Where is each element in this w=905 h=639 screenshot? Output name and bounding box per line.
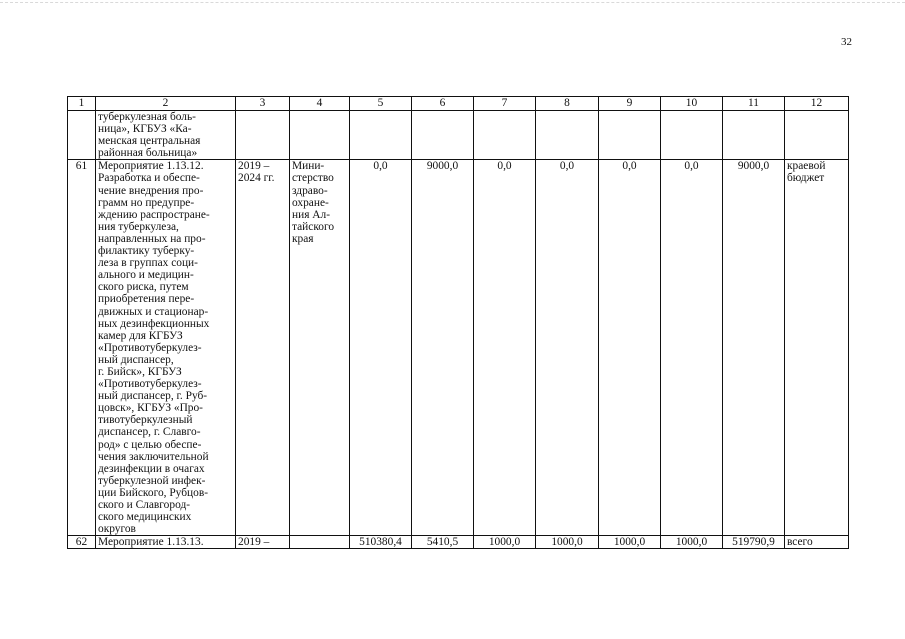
description-cell [96,160,236,536]
value-cell: 1000,0 [536,536,599,549]
source-cell [785,111,849,160]
text-line: приобретения пере- [98,293,195,306]
column-number: 6 [412,97,474,111]
value-cell: 519790,9 [723,536,785,549]
text-line: ждению распростране- [98,208,210,221]
value-cell: 5410,5 [412,536,474,549]
text-line: охране- [292,196,329,209]
text-line: Мероприятие 1.13.12. [98,160,204,173]
text-line: род» с целью обеспе- [98,438,202,451]
column-number: 3 [236,97,290,111]
row-number-cell: 62 [68,536,96,549]
text-line: краевой [787,160,826,173]
value-cell [350,111,412,160]
row-number-cell: 61 [68,160,96,536]
page-number: 32 [841,36,852,48]
value-cell: 9000,0 [412,160,474,536]
text-line: «Противотуберкулез- [98,378,202,391]
description-cell [96,111,236,160]
text-line: ского риска, путем [98,281,189,294]
value-cell [661,111,723,160]
text-line: «Противотуберкулез- [98,341,202,354]
value-cell: 510380,4 [350,536,412,549]
value-cell [723,111,785,160]
text-line: здраво- [292,184,328,197]
text-line: г. Бийск», КГБУЗ [98,365,182,378]
value-cell: 0,0 [599,160,661,536]
column-number-row [68,97,849,111]
value-cell [474,111,536,160]
column-number: 4 [290,97,350,111]
column-number: 10 [661,97,723,111]
value-cell: 1000,0 [474,536,536,549]
source-cell: всего [785,536,849,549]
text-line: тивотуберкулезный [98,414,193,427]
column-number: 11 [723,97,785,111]
value-cell [599,111,661,160]
text-line: ского и Славгород- [98,499,191,511]
text-line: чения заключительной [98,450,209,463]
text-line: 2019 – [238,160,270,173]
text-line: филактику туберку- [98,245,195,258]
text-line: ального и медицин- [98,269,194,282]
text-line: менская центральная [98,135,201,148]
text-line: ный диспансер, [98,353,174,366]
text-line: Мини- [292,160,325,173]
text-line: края [292,232,314,245]
text-line: камер для КГБУЗ [98,329,183,342]
column-number: 5 [350,97,412,111]
text-line: чение внедрения про- [98,184,204,197]
text-line: ный диспансер, г. Руб- [98,390,208,403]
column-number: 12 [785,97,849,111]
text-line: районная больница» [98,147,198,160]
value-cell: 0,0 [536,160,599,536]
text-line: направленных на про- [98,232,206,245]
column-number: 1 [68,97,96,111]
text-line: цовск», КГБУЗ «Про- [98,402,203,415]
text-line: стерство [292,172,334,185]
program-activities-table [67,96,849,549]
executor-cell [290,160,350,536]
text-line: диспансер, г. Славго- [98,426,201,439]
value-cell [536,111,599,160]
text-line: движных и стационар- [98,305,209,318]
text-line: дезинфекции в очагах [98,462,205,475]
row-number-cell [68,111,96,160]
value-cell [412,111,474,160]
table-row-61 [68,160,849,536]
scan-edge-line [0,2,905,3]
text-line: грамм но предупре- [98,196,195,209]
text-line: ных дезинфекционных [98,317,210,330]
value-cell: 1000,0 [599,536,661,549]
text-line: округов [98,523,136,536]
text-line: Разработка и обеспе- [98,172,200,185]
text-line: леза в группах соци- [98,257,198,270]
executor-cell [290,536,350,549]
description-cell: Мероприятие 1.13.13. [96,536,236,549]
value-cell: 0,0 [350,160,412,536]
period-cell [236,111,290,160]
text-line: 2024 гг. [238,172,275,185]
table-row-62 [68,536,849,549]
value-cell: 1000,0 [661,536,723,549]
column-number: 8 [536,97,599,111]
value-cell: 0,0 [474,160,536,536]
period-cell [236,160,290,536]
text-line: туберкулезной инфек- [98,474,206,487]
text-line: туберкулезная боль- [98,111,196,123]
column-number: 9 [599,97,661,111]
text-line: ния Ал- [292,208,330,221]
value-cell: 9000,0 [723,160,785,536]
source-cell [785,160,849,536]
table-row-continuation [68,111,849,160]
executor-cell [290,111,350,160]
text-line: ница», КГБУЗ «Ка- [98,123,192,136]
text-line: бюджет [787,172,825,185]
value-cell: 0,0 [661,160,723,536]
column-number: 2 [96,97,236,111]
text-line: ния туберкулеза, [98,220,179,233]
column-number: 7 [474,97,536,111]
text-line: тайского [292,220,335,233]
period-cell: 2019 – [236,536,290,549]
text-line: ции Бийского, Рубцов- [98,486,208,499]
text-line: ского медицинских [98,511,192,524]
